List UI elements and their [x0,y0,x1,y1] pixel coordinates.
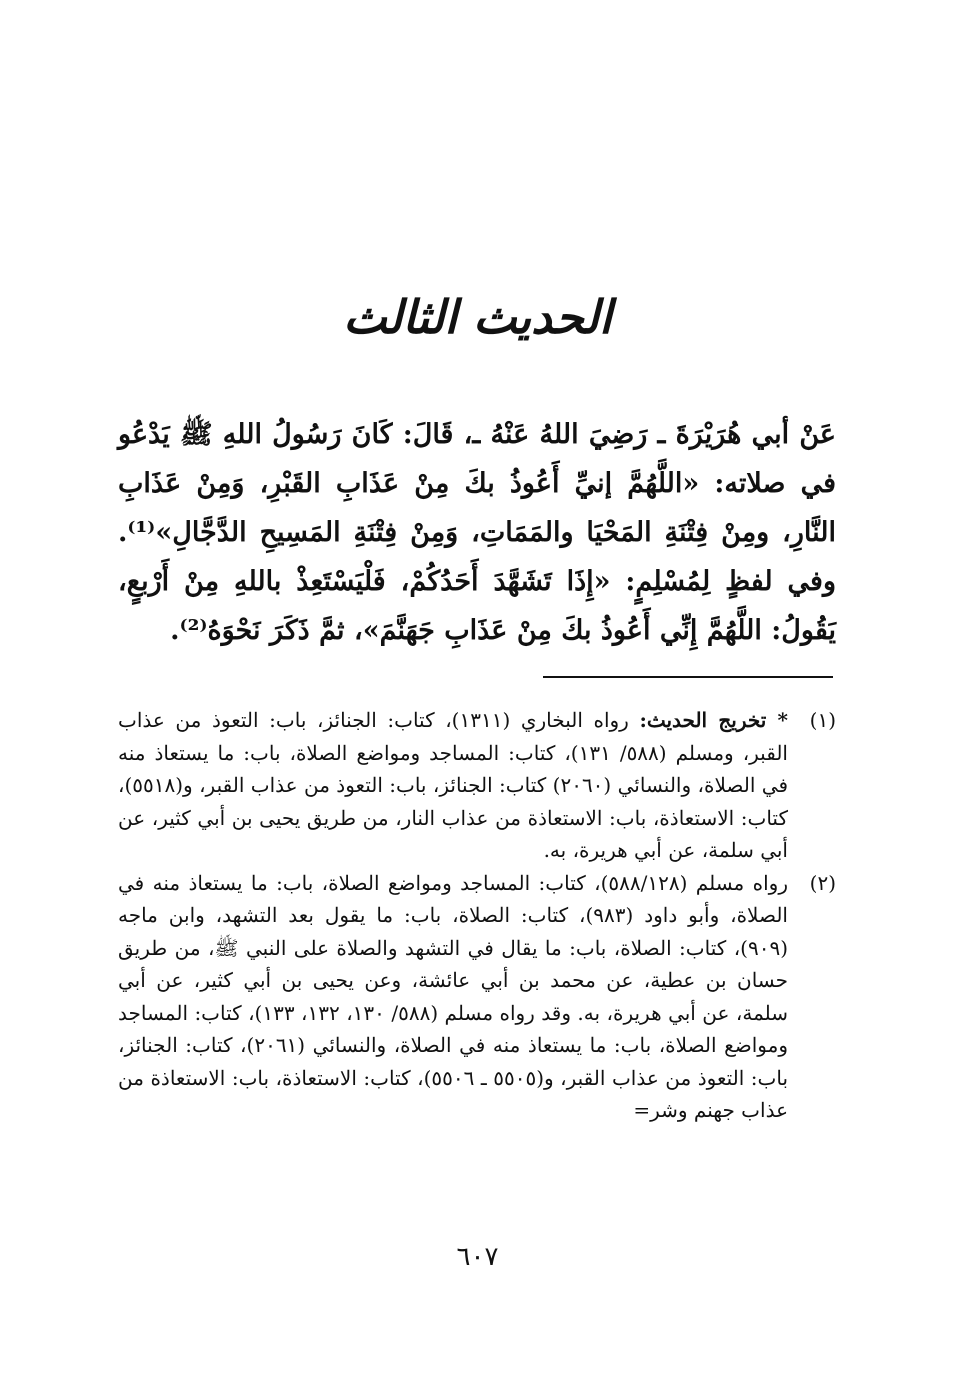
footnote-2-text [118,867,788,1127]
footnote-1-text [118,704,788,867]
footnote-1-number: (١) [809,708,836,732]
footnote-1-lead: * تخريج الحديث: [639,708,789,732]
footnote-1-body: رواه البخاري (١٣١١)، كتاب: الجنائز، باب: التعوذ من عذاب القبر، ومسلم (٥٨٨/ ١٣١)، كتاب: المساجد ومواضع الصلاة، باب: ما يستعاذ منه في الصلاة، والنسائي (٢٠٦٠) كتاب: الجنائز، باب: التعوذ من عذاب القبر، و(٥٥١٨)، كتاب: الاستعاذة، باب: الاستعاذة من عذاب النار، من طريق يحيى بن أبي كثير، عن أبي سلمة، عن أبي هريرة، به. [118,708,789,862]
footnote-1 [118,704,836,867]
hadith-text: عَنْ أبي هُرَيْرَةَ ـ رَضِيَ اللهُ عَنْهُ ـ، قَالَ: كَانَ رَسُولُ اللهِ ﷺ يَدْعُو في صلاته: «اللَّهُمَّ إنيِّ أَعُوذُ بكَ مِنْ عَذَابِ القَبْرِ، وَمِنْ عَذَابِ النَّارِ، ومِنْ فِتْنَةِ المَحْيَا والمَمَاتِ، وَمِنْ فِتْنَةِ المَسِيحِ الدَّجَّالِ»⁽¹⁾. وفي لفظٍ لِمُسْلِمٍ: «إِذَا تَشَهَّدَ أَحَدُكُمْ، فَلْيَسْتَعِذْ باللهِ مِنْ أَرْبعٍ، يَقُولُ: اللَّهُمَّ إِنِّي أَعُوذُ بكَ مِنْ عَذَابِ جَهَنَّمَ»، ثمَّ ذَكَرَ نَحْوَهُ⁽²⁾. [118,419,836,646]
footnote-2 [118,867,836,1127]
footnote-2-body: رواه مسلم (٥٨٨/١٢٨)، كتاب: المساجد ومواضع الصلاة، باب: ما يستعاذ منه في الصلاة، وأبو داود (٩٨٣)، كتاب: الصلاة، باب: ما يقول بعد التشهد، وابن ماجه (٩٠٩)، كتاب: الصلاة، باب: ما يقال في التشهد والصلاة على النبي ﷺ، من طريق حسان بن عطية، عن محمد بن أبي عائشة، وعن يحيى بن أبي كثير، عن أبي سلمة، عن أبي هريرة، به. وقد رواه مسلم (٥٨٨/ ١٣٠، ١٣٢، ١٣٣)، كتاب: المساجد ومواضع الصلاة، باب: ما يستعاذ منه في الصلاة، والنسائي (٢٠٦١)، كتاب: الجنائز، باب: التعوذ من عذاب القبر، و(٥٥٠٥ ـ ٥٥٠٦)، كتاب: الاستعاذة، باب: الاستعاذة من عذاب جهنم وشر= [118,870,789,1122]
footnote-2-number: (٢) [809,870,836,895]
footnotes [118,704,836,1127]
hadith-title: الحديث الثالث [343,290,612,344]
footnote-separator [543,676,833,678]
page-number: ٦٠٧ [456,1242,499,1272]
